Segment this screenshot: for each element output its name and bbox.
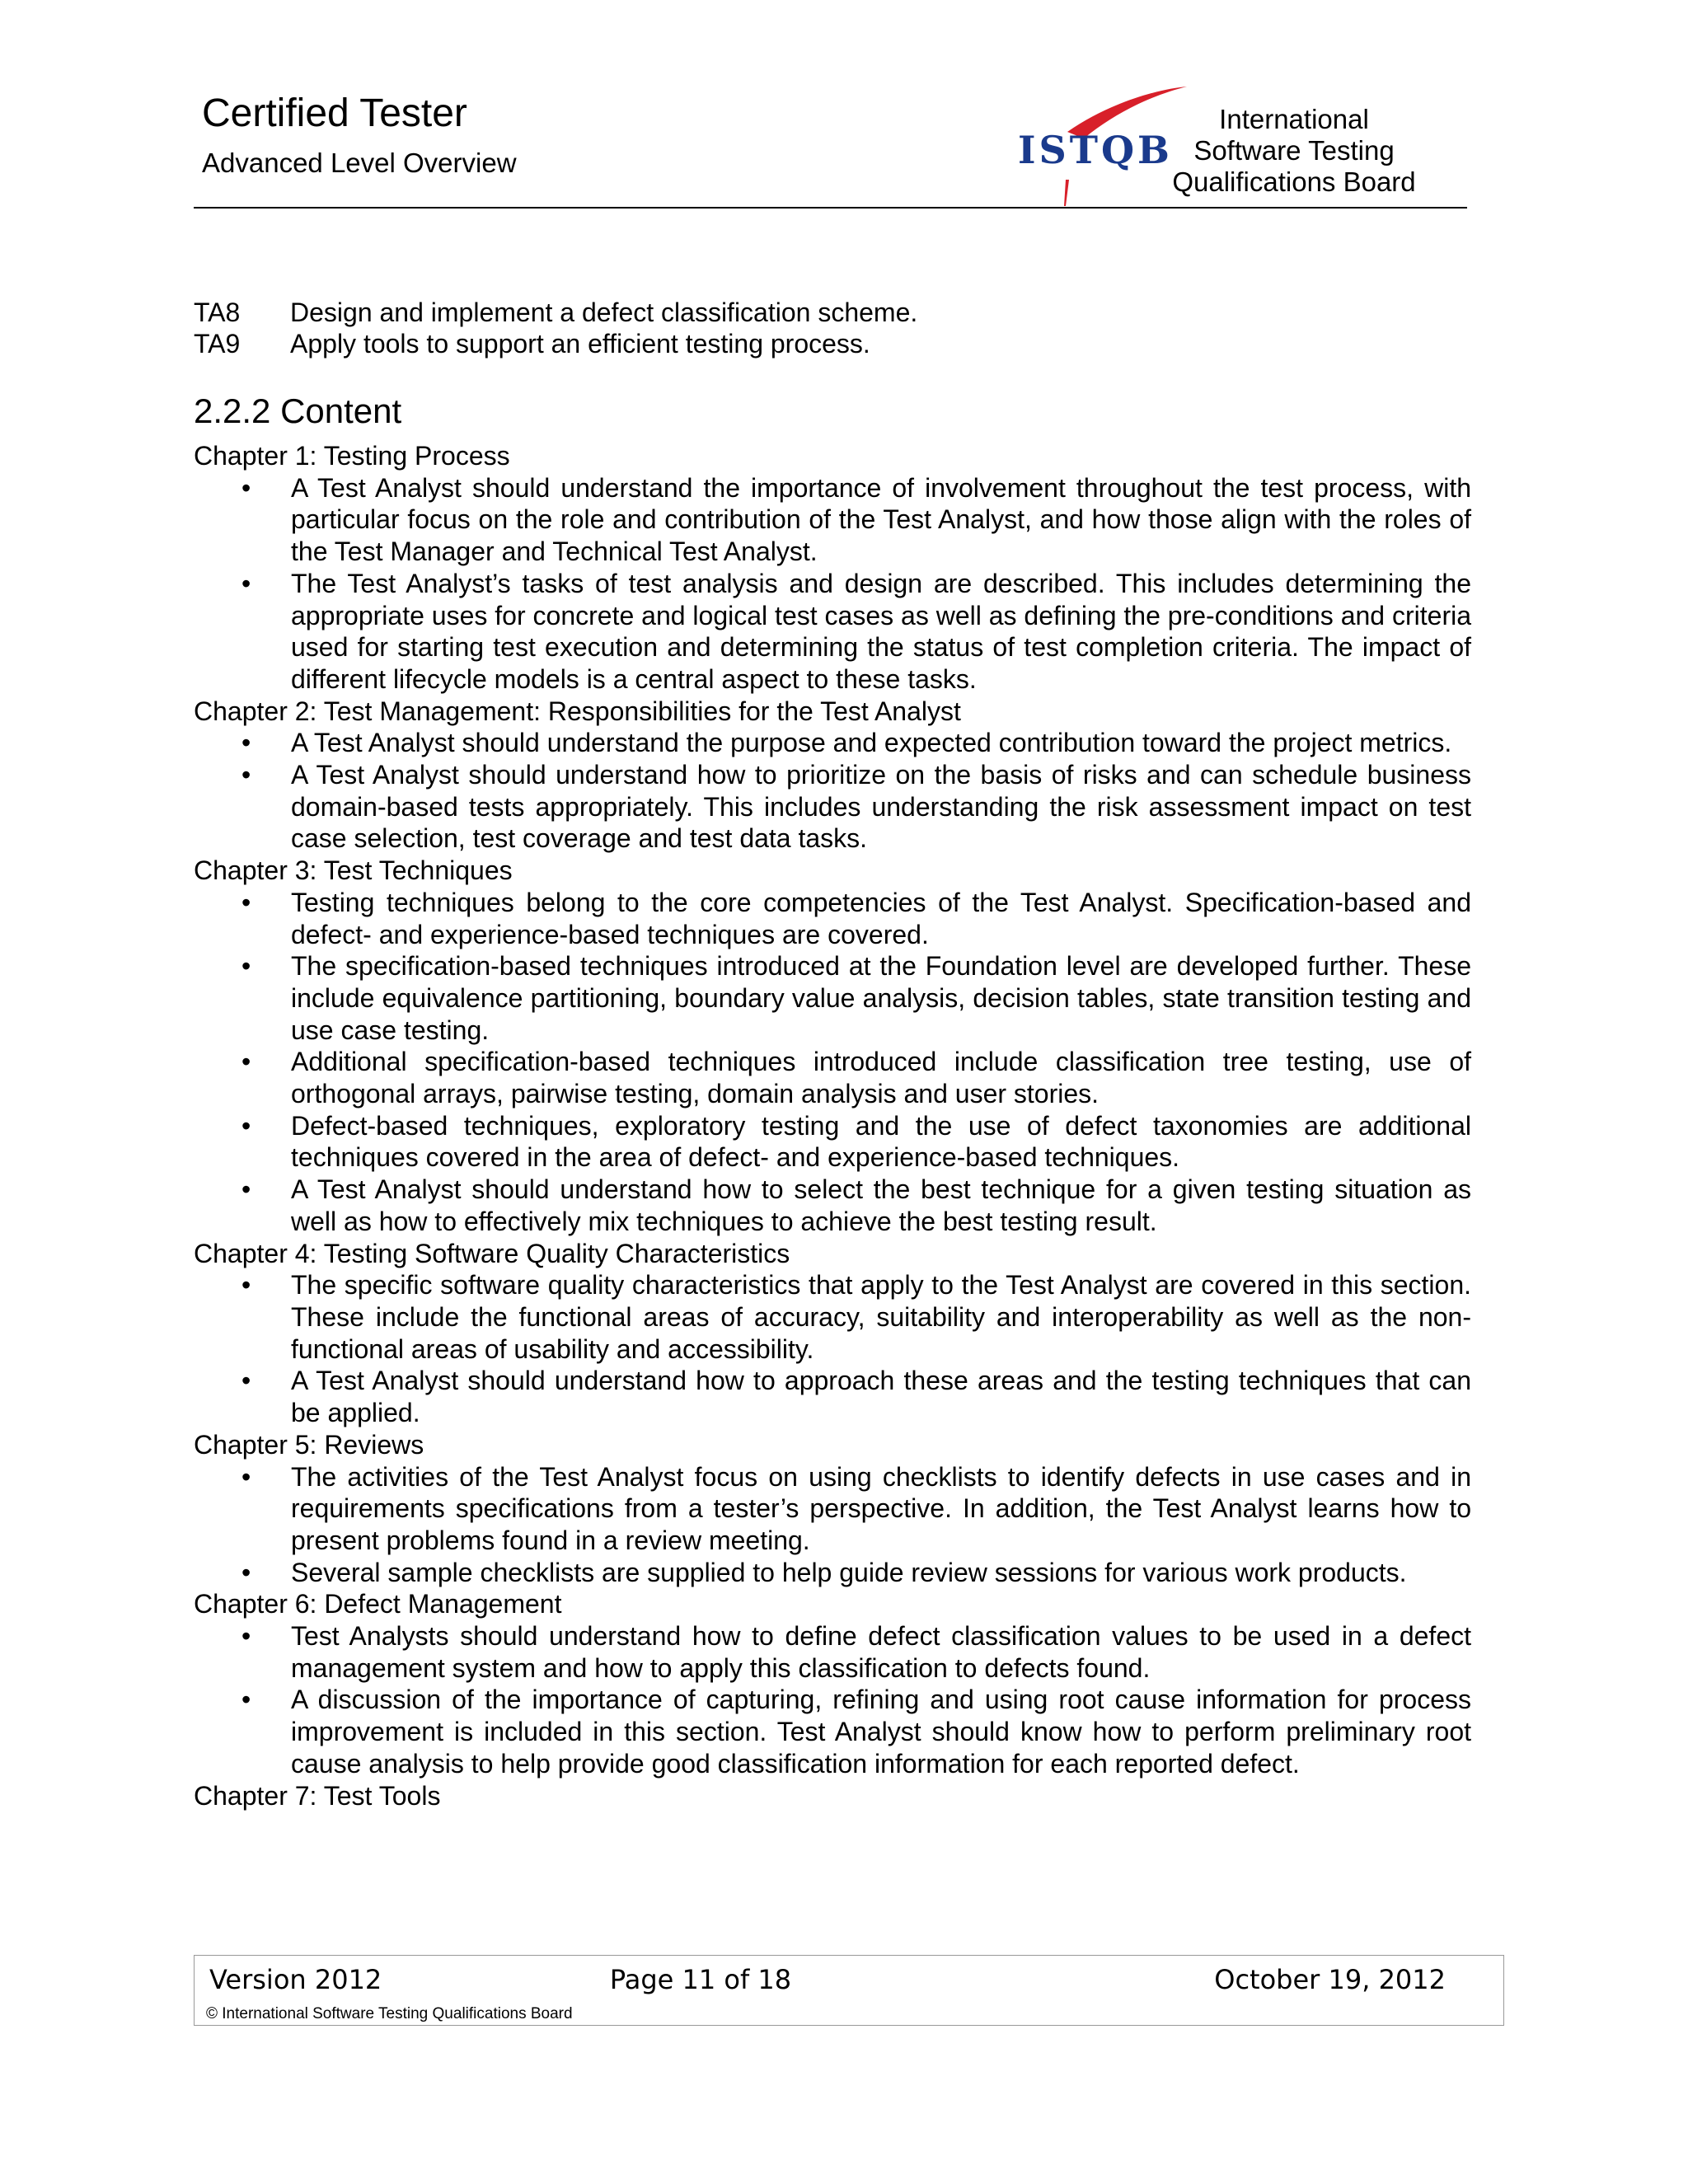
- document-title: Certified Tester: [202, 91, 467, 135]
- bullet-list: [194, 1620, 1471, 1780]
- section-heading: 2.2.2 Content: [194, 391, 402, 430]
- objective-row: [194, 328, 870, 359]
- chapter-heading: Chapter 4: Testing Software Quality Characteristics: [194, 1238, 790, 1268]
- page-footer: [194, 1955, 1504, 2026]
- footer-version: Version 2012: [209, 1964, 382, 1995]
- header-divider: [194, 207, 1467, 209]
- logo-wordmark: ISTQB: [1018, 128, 1173, 172]
- bullet-list: [194, 887, 1471, 1238]
- footer-copyright: © International Software Testing Qualifications Board: [206, 2005, 573, 2022]
- org-line: Qualifications Board: [1172, 166, 1416, 197]
- bullet-item: • Test Analysts should understand how to define defect classification values to be used in a defect management system and how to apply this classification to defects found.: [194, 1620, 1471, 1684]
- bullet-item: • Additional specification-based techniques introduced include classification tree testing, use of orthogonal arrays, pairwise testing, domain analysis and user stories.: [194, 1046, 1471, 1109]
- organization-name: [1146, 104, 1442, 198]
- chapter-heading: Chapter 5: Reviews: [194, 1429, 424, 1460]
- chapter-heading: Chapter 6: Defect Management: [194, 1589, 562, 1619]
- bullet-item: • A Test Analyst should understand the purpose and expected contribution toward the project metrics.: [194, 727, 1471, 759]
- bullet-item: • Testing techniques belong to the core competencies of the Test Analyst. Specification-based and defect- and experience-based techniques are covered.: [194, 887, 1471, 950]
- bullet-item: • The specific software quality characteristics that apply to the Test Analyst are covered in this section. These include the functional areas of accuracy, suitability and interoperability as well as the non-functional areas of usability and accessibility.: [194, 1269, 1471, 1365]
- document-subtitle: Advanced Level Overview: [202, 148, 517, 178]
- bullet-item: • A Test Analyst should understand how to prioritize on the basis of risks and can schedule business domain-based tests appropriately. This includes understanding the risk assessment impact on test case selection, test coverage and test data tasks.: [194, 759, 1471, 855]
- bullet-item: • A Test Analyst should understand how to select the best technique for a given testing situation as well as how to effectively mix techniques to achieve the best testing result.: [194, 1174, 1471, 1237]
- bullet-item: • A Test Analyst should understand the importance of involvement throughout the test process, with particular focus on the role and contribution of the Test Analyst, and how those align with the roles of the Test Manager and Technical Test Analyst.: [194, 472, 1471, 568]
- chapter-heading: Chapter 2: Test Management: Responsibilities for the Test Analyst: [194, 696, 961, 726]
- objective-code: TA8: [194, 298, 241, 327]
- objective-code: TA9: [194, 329, 241, 359]
- bullet-item: • A Test Analyst should understand how to approach these areas and the testing techniques that can be applied.: [194, 1365, 1471, 1428]
- footer-page-number: Page 11 of 18: [609, 1964, 792, 1995]
- org-line: Software Testing: [1193, 135, 1395, 166]
- bullet-list: [194, 727, 1471, 855]
- bullet-list: [194, 1461, 1471, 1589]
- bullet-item: • The specification-based techniques introduced at the Foundation level are developed further. These include equivalence partitioning, boundary value analysis, decision tables, state transition testing and use case testing.: [194, 950, 1471, 1046]
- objective-row: [194, 297, 917, 328]
- bullet-item: • Defect-based techniques, exploratory testing and the use of defect taxonomies are additional techniques covered in the area of defect- and experience-based techniques.: [194, 1110, 1471, 1174]
- chapter-heading: Chapter 1: Testing Process: [194, 441, 510, 471]
- content-body: [194, 440, 1471, 1811]
- footer-date: October 19, 2012: [1214, 1964, 1446, 1995]
- objective-text: Apply tools to support an efficient testing process.: [290, 329, 870, 359]
- bullet-item: • A discussion of the importance of capturing, refining and using root cause information for process improvement is included in this section. Test Analyst should know how to perform preliminary root cause analysis to help provide good classification information for each reported defect.: [194, 1684, 1471, 1779]
- bullet-item: • Several sample checklists are supplied to help guide review sessions for various work products.: [194, 1557, 1471, 1589]
- objective-text: Design and implement a defect classification scheme.: [290, 298, 918, 327]
- chapter-heading: Chapter 3: Test Techniques: [194, 855, 513, 886]
- bullet-list: [194, 1269, 1471, 1429]
- chapter-heading: Chapter 7: Test Tools: [194, 1780, 441, 1811]
- bullet-item: • The activities of the Test Analyst focus on using checklists to identify defects in use cases and in requirements specifications from a tester’s perspective. In addition, the Test Analyst learns how to present problems found in a review meeting.: [194, 1461, 1471, 1557]
- bullet-list: [194, 472, 1471, 696]
- bullet-item: • The Test Analyst’s tasks of test analysis and design are described. This includes determining the appropriate uses for concrete and logical test cases as well as defining the pre-conditions and criteria used for starting test execution and determining the status of test completion criteria. The impact of different lifecycle models is a central aspect to these tasks.: [194, 568, 1471, 696]
- org-line: International: [1219, 104, 1369, 134]
